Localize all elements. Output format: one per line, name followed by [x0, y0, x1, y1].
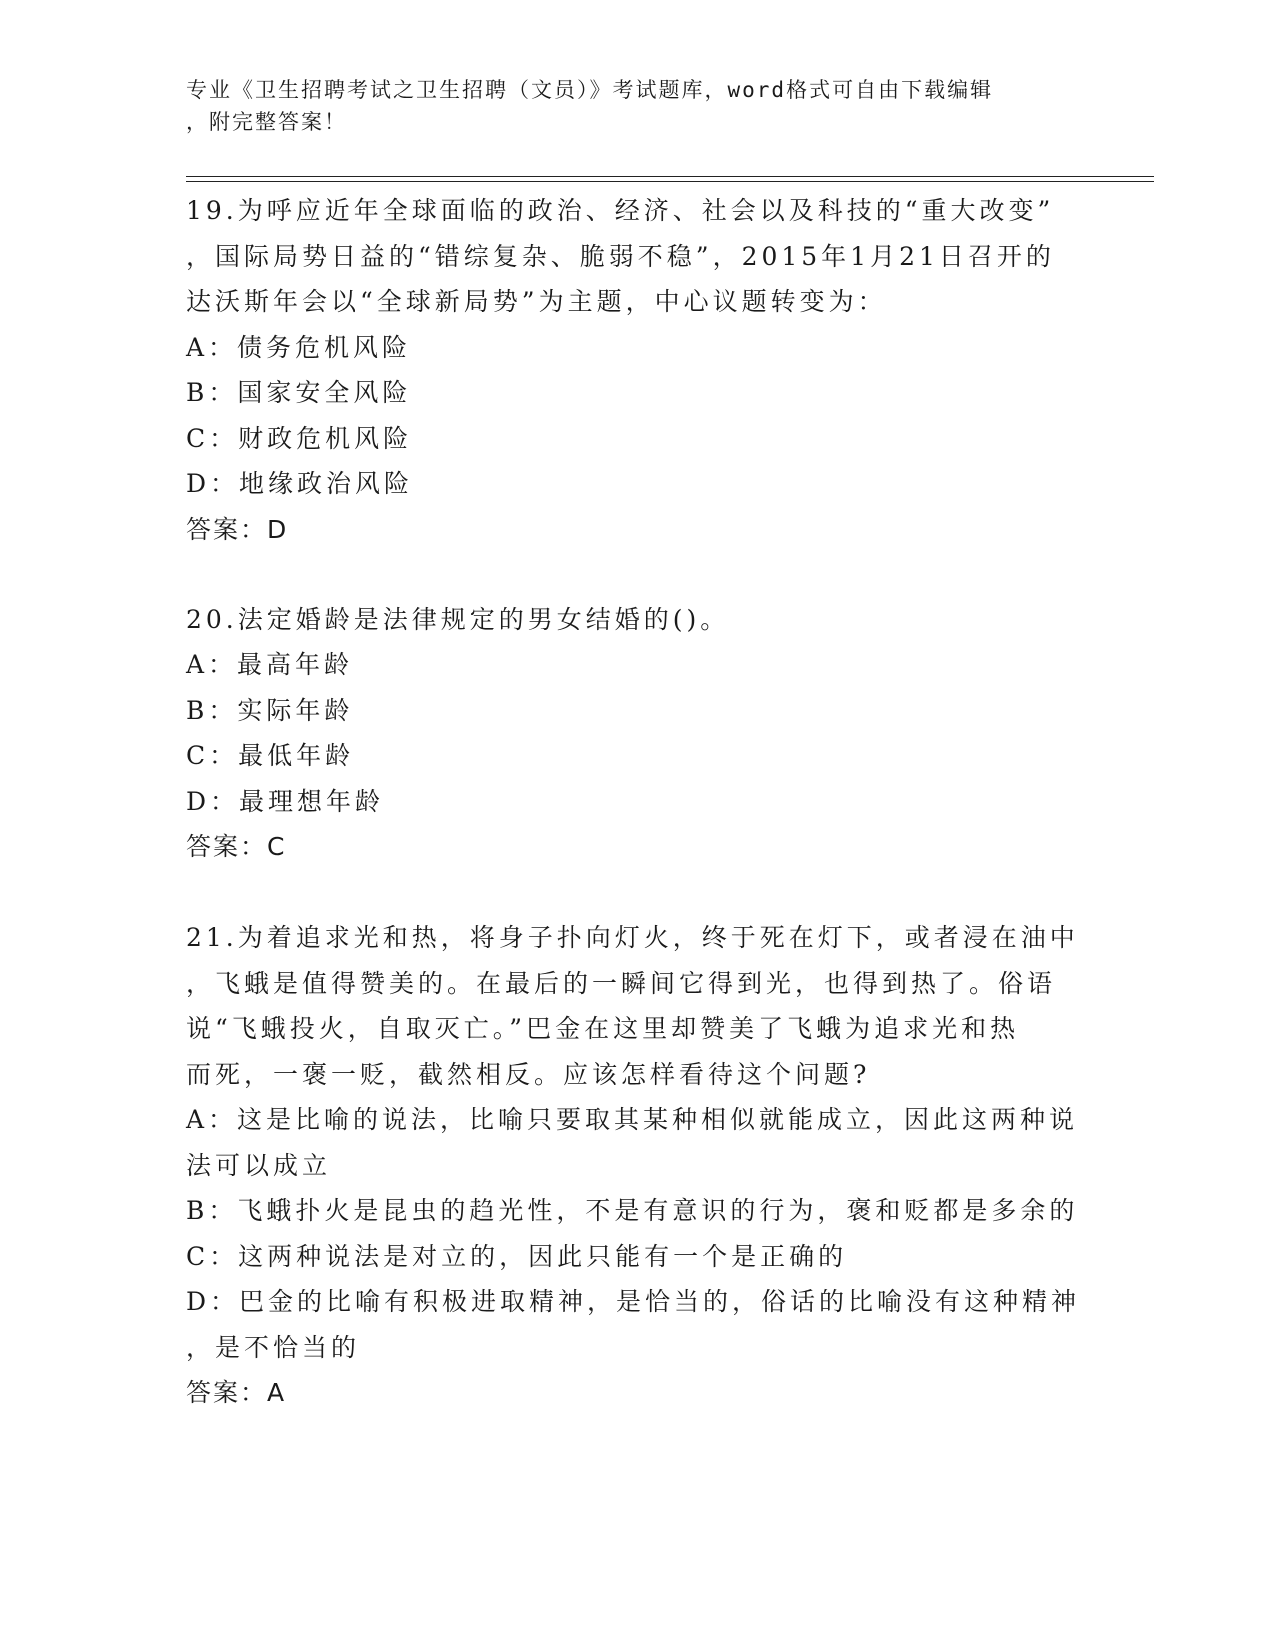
answer-label: 答案：A [186, 1378, 287, 1407]
question-20 [186, 597, 1086, 870]
question-21 [186, 915, 1086, 1415]
document-header [186, 74, 1066, 138]
question-line: ，国际局势日益的“错综复杂、脆弱不稳”，2015年1月21日召开的 [186, 241, 1055, 271]
question-line: 19.为呼应近年全球面临的政治、经济、社会以及科技的“重大改变” [186, 196, 1055, 225]
spacer [186, 552, 1086, 597]
option-line: ，是不恰当的 [186, 1332, 361, 1362]
question-line: 说“飞蛾投火，自取灭亡。”巴金在这里却赞美了飞蛾为追求光和热 [186, 1014, 1020, 1043]
option-d: D：地缘政治风险 [186, 469, 414, 498]
option-line: A：这是比喻的说法，比喻只要取其某种相似就能成立，因此这两种说 [186, 1105, 1079, 1134]
header-divider-bottom [186, 181, 1154, 182]
option-d: D：最理想年龄 [186, 786, 385, 816]
question-line: 20.法定婚龄是法律规定的男女结婚的()。 [186, 604, 730, 634]
question-text [186, 188, 1086, 325]
header-line-1: 专业《卫生招聘考试之卫生招聘（文员）》考试题库，word格式可自由下载编辑 [186, 78, 994, 102]
question-line: 21.为着追求光和热，将身子扑向灯火，终于死在灯下，或者浸在油中 [186, 923, 1079, 952]
option-c: C：财政危机风险 [186, 423, 413, 453]
question-line: 达沃斯年会以“全球新局势”为主题，中心议题转变为： [186, 287, 887, 316]
option-b: B：国家安全风险 [186, 378, 412, 407]
spacer [186, 869, 1086, 915]
option-b: B：实际年龄 [186, 695, 354, 725]
question-text [186, 597, 1086, 643]
option-a: A：最高年龄 [186, 650, 354, 679]
option-c: C：这两种说法是对立的，因此只能有一个是正确的 [186, 1241, 848, 1271]
question-list [186, 188, 1086, 1415]
answer-label: 答案：D [186, 514, 289, 544]
option-a: A：债务危机风险 [186, 332, 412, 362]
question-line: 而死，一褒一贬，截然相反。应该怎样看待这个问题? [186, 1059, 871, 1089]
option-c: C：最低年龄 [186, 741, 355, 770]
header-line-2: ，附完整答案！ [186, 110, 347, 134]
answer-label: 答案：C [186, 832, 287, 861]
option-line: D：巴金的比喻有积极进取精神，是恰当的，俗话的比喻没有这种精神 [186, 1287, 1081, 1316]
question-19 [186, 188, 1086, 552]
header-divider-top [186, 176, 1154, 177]
option-d [186, 1279, 1086, 1370]
option-line: 法可以成立 [186, 1150, 332, 1180]
question-text [186, 915, 1086, 1097]
option-b: B：飞蛾扑火是昆虫的趋光性，不是有意识的行为，褒和贬都是多余的 [186, 1196, 1079, 1225]
option-a [186, 1097, 1086, 1188]
question-line: ，飞蛾是值得赞美的。在最后的一瞬间它得到光，也得到热了。俗语 [186, 968, 1057, 998]
